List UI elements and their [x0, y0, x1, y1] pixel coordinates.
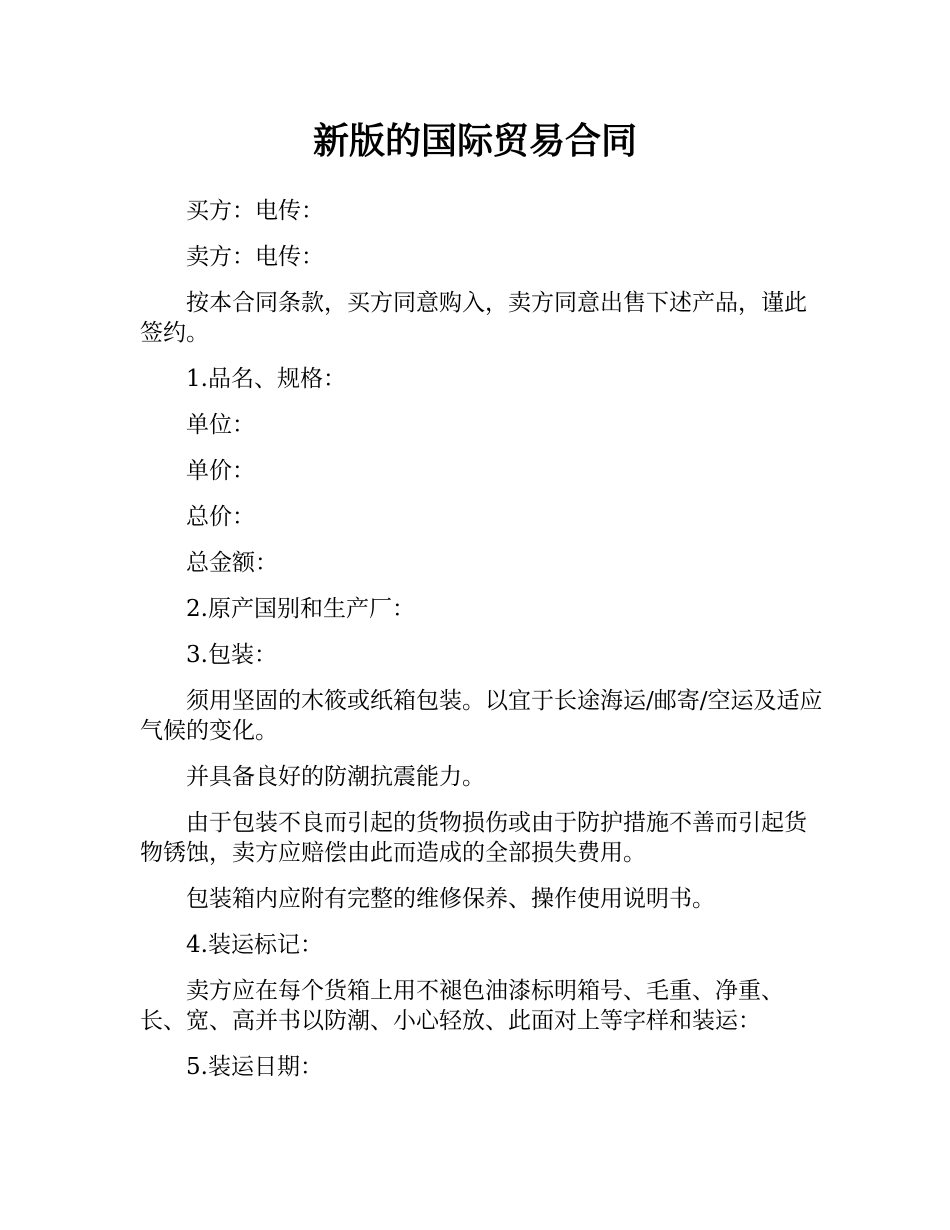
document-title: 新版的国际贸易合同 — [312, 121, 637, 162]
origin-heading: 2.原产国别和生产厂： — [186, 596, 415, 622]
product-spec-heading: 1.品名、规格： — [186, 366, 346, 392]
document-body — [140, 196, 824, 1098]
seller-line: 卖方：电传： — [186, 244, 324, 270]
packing-heading: 3.包装： — [186, 642, 277, 668]
agreement-paragraph: 按本合同条款，买方同意购入，卖方同意出售下述产品，谨此签约。 — [140, 290, 807, 346]
total-price-line: 总价： — [186, 504, 255, 530]
damage-compensation-paragraph: 由于包装不良而引起的货物损伤或由于防护措施不善而引起货物锈蚀，卖方应赔偿由此而造成的全部损失费用。 — [140, 810, 807, 866]
moisture-shock-line: 并具备良好的防潮抗震能力。 — [186, 764, 485, 790]
packing-requirement: 须用坚固的木筱或纸箱包装。以宜于长途海运/邮寄/空运及适应气候的变化。 — [140, 688, 823, 744]
unit-price-line: 单价： — [186, 458, 255, 484]
total-amount-line: 总金额： — [186, 550, 278, 576]
shipping-mark-heading: 4.装运标记： — [186, 932, 323, 958]
shipping-mark-paragraph: 卖方应在每个货箱上用不褪色油漆标明箱号、毛重、净重、长、宽、高并书以防潮、小心轻放、此面对上等字样和装运： — [140, 978, 784, 1034]
manual-line: 包装箱内应附有完整的维修保养、操作使用说明书。 — [186, 886, 715, 912]
buyer-line: 买方：电传： — [186, 198, 324, 224]
shipment-date-heading: 5.装运日期： — [186, 1054, 323, 1080]
unit-line: 单位： — [186, 412, 255, 438]
